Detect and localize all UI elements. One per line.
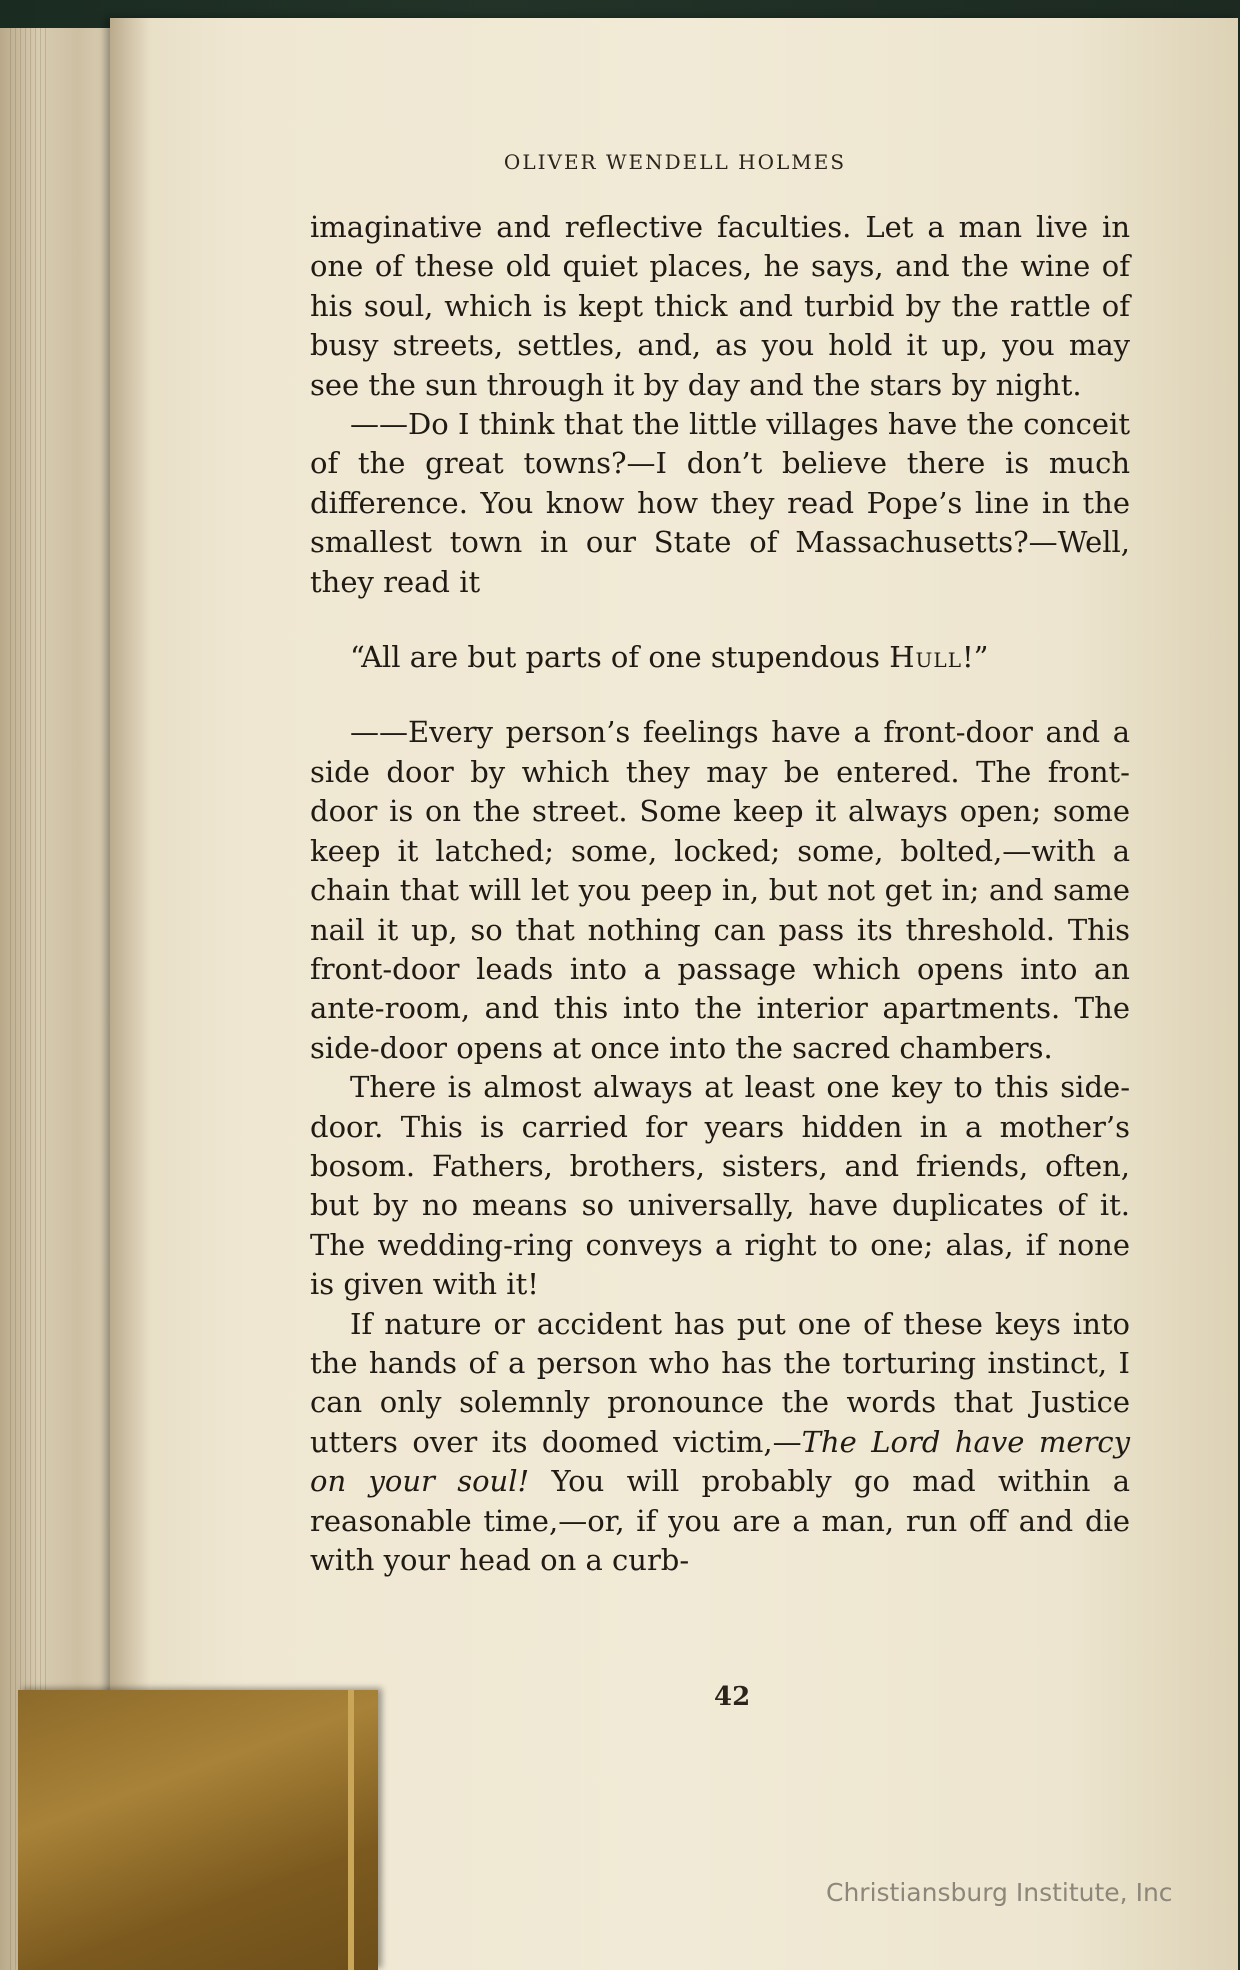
page-number: 42 [714, 1682, 751, 1712]
gold-bookmark [18, 1690, 378, 1970]
paragraph: ——Every person’s feelings have a front-door and a side door by which they may be entered. The front-door is on the street. Some keep it always open; some keep it latched; some, locked; some, bolted,—with a chain that will let you peep in, but not get in; and same nail it up, so that nothing can pass its threshold. This front-door leads into a passage which opens into an ante-room, and this into the interior apartments. The side-door opens at once into the sacred chambers. [310, 715, 1130, 1065]
paragraph-text: You will probably go mad within a reasonable time,—or, if you are a man, run off and die with your head on a curb- [310, 1464, 1131, 1577]
italic-phrase: The Lord have mercy on your soul! [310, 1424, 1130, 1499]
quote-text: “All are but parts of one stupendous [350, 640, 890, 675]
running-head: OLIVER WENDELL HOLMES [503, 150, 847, 174]
page-body-text [310, 208, 1130, 1580]
page-gutter-shadow [110, 18, 150, 1970]
quote-closing: !” [961, 640, 989, 675]
quote-smallcaps-word: Hull [889, 640, 962, 675]
paragraph: imaginative and reflective faculties. Let a man live in one of these old quiet places, he says, and the wine of his soul, which is kept thick and turbid by the rattle of busy streets, settles, and, as you hold it up, you may see the sun through it by day and the stars by night. [310, 210, 1130, 402]
watermark-text: Christiansburg Institute, Inc [826, 1878, 1173, 1907]
paragraph: ——Do I think that the little villages have the conceit of the great towns?—I don’t believe there is much difference. You know how they read Pope’s line in the smallest town in our State of Massachusetts?—Well, they read it [310, 407, 1130, 599]
block-quote [350, 638, 1130, 677]
paragraph: There is almost always at least one key to this side-door. This is carried for years hidden in a mother’s bosom. Fathers, brothers, sisters, and friends, often, but by no means so universally, have duplicates of it. The wedding-ring conveys a right to one; alas, if none is given with it! [310, 1070, 1130, 1302]
paragraph-text: If nature or accident has put one of these keys into the hands of a person who has the torturing instinct, I can only solemnly pronounce the words that Justice utters over its doomed victim,— [310, 1306, 1130, 1459]
paragraph [310, 1305, 1130, 1581]
